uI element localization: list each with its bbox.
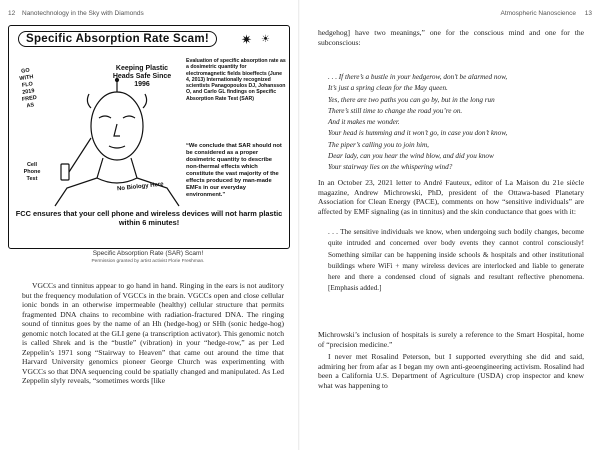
right-page [300,0,600,450]
side-text-line: FRED [21,94,38,103]
cartoon-side-text [10,66,46,112]
sar-quote: “We conclude that SAR should not be considered as a proper dosimetric quantity to describe non-thermal effects which constitute the vast majority of the effects produced by man-made EMFs in our everyday environment.” [186,143,282,198]
lyric-line: Yes, there are two paths you can go by, but in the long run [328,95,495,104]
running-title: Nanotechnology in the Sky with Diamonds [22,10,144,17]
side-text-line: AS [26,102,35,110]
lyric-line: And it makes me wonder. [328,118,400,127]
side-text-line: FLO [21,81,34,89]
body-paragraph: VGCCs and tinnitus appear to go hand in hand. Ringing in the ears is not auditory but the frequency modulation of VGCCs in the brain. VGCCs open and close cellular ionic bonds in an otherwise impermeable (healthy) cellular structure that permits fragmented DNA chains to recombine with radiation-fractured DNA. The ringing sound of tinnitus goes by the name of an Hh (hedge-hog) or SHh (sonic hedge-hog) genomic notch located at the GLI gene (a transcription activator). This genomic notch is called Shrek and is the “bustle” (vibration) in your “hedge-row,” as per Led Zeppelin’s 1971 song “Stairway to Heaven” that came out around the time that Harvard University genomics pioneer George Church was experimenting with VGCCs so that DNA sequencing could be spatially changed and manipulated. As Led Zeppelin slyly reveals, “sometimes words [like [22,281,284,385]
peterson-text: I never met Rosalind Peterson, but I supported everything she did and said, admiring her from afar as I began my own anti-geoengineering activism. Rosalind had been a California U.S. Department of Agriculture (USDA) crop inspector and knew what was happening to [318,352,584,390]
letter-paragraph [318,178,584,216]
peterson-paragraph [318,352,584,390]
letter-text: In an October 23, 2021 letter to André Fauteux, editor of La Maison du 21e siècle magazine, Andrew Michrowski, PhD, president of the Ottawa-based Planetary Association for Clean Energy (PACE), comments on how “sensitive individuals” are affected by EMF signaling (as in tinnitus) and the skin conductance that goes with it: [318,178,584,216]
side-text-line: WITH [19,74,34,83]
figure-caption: Specific Absorption Rate (SAR) Scam! [92,250,204,257]
intro-paragraph [318,28,584,47]
fcc-text: FCC ensures that your cell phone and wireless devices will not harm plastic within 6 minutes! [15,209,283,227]
sun-icon: ☀ [261,34,270,45]
lyric-line: Dear lady, can you hear the wind blow, and did you know [328,152,494,161]
side-text-line: 2019 [21,88,35,96]
no-biology-label: No Biology Here [116,181,164,193]
lyric-line: . . . If there’s a bustle in your hedgerow, don’t be alarmed now, [328,73,508,81]
michrowski-blockquote: . . . The sensitive individuals we know, when undergoing such bodily changes, become quite intruded and concerned over body events they cannot control consciously! Something similar can be happening inside schools & hospitals and other institutional buildings where WiFi + many wireless devices are interlocked and liable to generate here and there a condensed cloud of signals and resultant reflective phenomena. [Emphasis added.] [328,228,584,293]
running-title: Atmospheric Nanoscience [500,10,576,17]
lyric-line: There’s still time to change the road you’re on. [328,106,463,115]
side-text-line: GO [20,67,31,75]
cell-phone-test-label: Cell Phone Test [23,162,41,182]
cartoon-illustration [8,25,290,249]
left-body-text [22,281,284,386]
starburst-icon: ✷ [241,32,252,47]
hospital-text: Michrowski’s inclusion of hospitals is surely a reference to the Smart Hospital, home of “precision medicine.” [318,330,584,349]
page-number: 12 [8,10,16,17]
lyric-line: It’s just a spring clean for the May queen. [328,84,448,93]
intro-text: hedgehog] have two meanings,” one for the conscious mind and one for the subconscious: [318,28,584,47]
evaluation-text: Evaluation of specific absorption rate as a dosimetric quantity for electromagnetic fields bioeffects (June 4, 2013) Internationally recognized scientists Panagopoulos DJ, Johansson O, and Carlo GL findings on Specific Absorption Rate Test (SAR) [186,58,286,102]
keeping-heads-safe-text: Keeping Plastic Heads Safe Since 1996 [112,65,172,88]
page-number: 13 [584,10,592,17]
lyric-line: Your head is humming and it won’t go, in case you don’t know, [328,129,508,138]
lyrics-blockquote [328,72,584,174]
hospital-paragraph [318,330,584,349]
cartoon-title: Specific Absorption Rate Scam! [18,31,217,47]
figure-permission: Permission granted by artist activist Florie Freshman. [91,259,205,264]
lyric-line: Your stairway lies on the whispering wind? [328,163,453,172]
lyric-line: The piper’s calling you to join him, [328,140,429,149]
